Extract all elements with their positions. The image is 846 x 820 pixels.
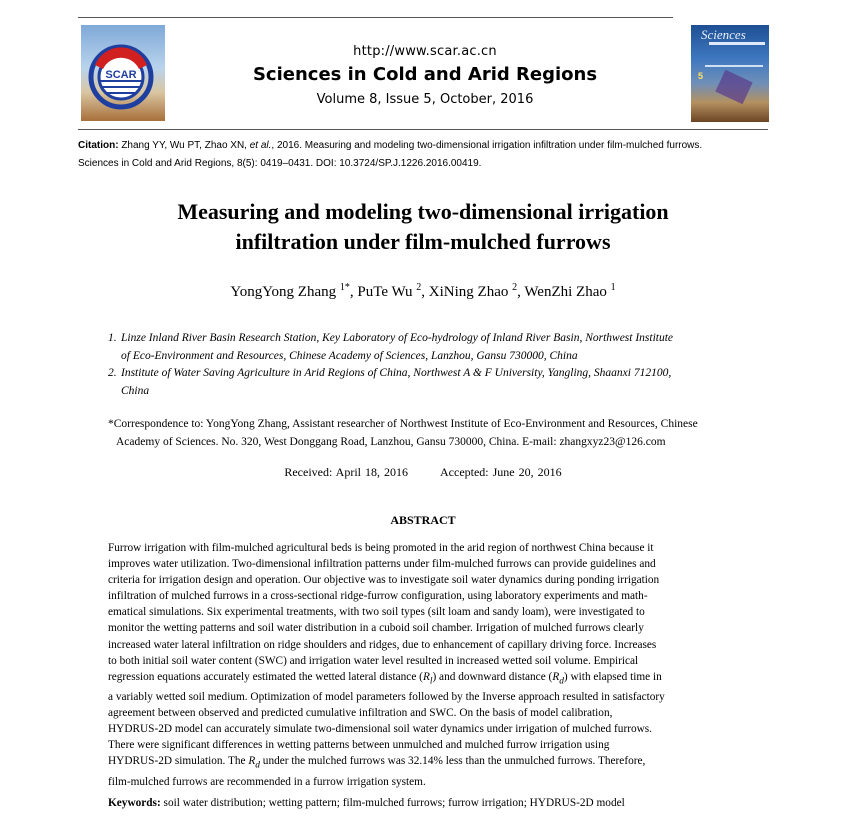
abstract-line: to both initial soil water content (SWC) and irrigation water level resulted in increased wetted soil volume. Empirical (108, 654, 639, 667)
author-affil-mark: 2 (512, 282, 518, 293)
keywords-text: soil water distribution; wetting pattern; film-mulched furrows; furrow irrigation; HYDRUS-2D model (160, 797, 625, 809)
symbol-r: R (422, 670, 430, 683)
symbol-subscript: d (255, 760, 260, 771)
cover-title: Sciences (701, 27, 746, 42)
logo-text: SCAR (105, 69, 137, 81)
abstract-text: regression equations accurately estimated the wetted lateral distance ( (108, 670, 423, 683)
author-separator: , (349, 284, 358, 300)
symbol-subscript: d (559, 676, 564, 686)
abstract-line: monitor the wetting patterns and soil water distribution in a cuboid soil chamber. Irrigation of mulched furrows clearly (108, 622, 644, 635)
affiliation-line: Linze Inland River Basin Research Station, Key Laboratory of Eco-hydrology of Inland River Basin, Northwest Institute (121, 332, 674, 344)
cover-issue-number: 5 (698, 71, 704, 81)
citation-line1-rest: , 2016. Measuring and modeling two-dimensional irrigation infiltration under film-mulched furrows. (271, 140, 703, 151)
abstract-line: film-mulched furrows are recommended in a furrow irrigation system. (108, 775, 426, 788)
affiliation-line: China (121, 384, 150, 397)
abstract-line: infiltration of mulched furrows in a cross-sectional ridge-furrow configuration, using laboratory experiments and math- (108, 590, 648, 603)
author-name: WenZhi Zhao (524, 284, 607, 300)
paper-title (110, 197, 736, 257)
abstract-text: HYDRUS-2D simulation. The (108, 755, 249, 768)
volume-info: Volume 8, Issue 5, October, 2016 (316, 92, 534, 107)
abstract-body (108, 540, 740, 790)
affiliation-2 (108, 365, 748, 400)
abstract-line: criteria for irrigation design and operation. Our objective was to investigate soil water dynamics during ponding irrigation (108, 574, 660, 587)
correspondence (108, 415, 748, 451)
author-separator: , (517, 284, 525, 300)
journal-name: Sciences in Cold and Arid Regions (252, 64, 598, 85)
journal-cover-image (691, 25, 769, 122)
affiliation-line: Institute of Water Saving Agriculture in Arid Regions of China, Northwest A & F University, Yangling, Shaanxi 712100, (121, 367, 672, 379)
abstract-line: a variably wetted soil medium. Optimization of model parameters followed by the Inverse approach resulted in satisfactory (108, 691, 665, 704)
cover-divider (705, 65, 763, 67)
title-line-1: Measuring and modeling two-dimensional irrigation (177, 199, 669, 224)
abstract-text: ) and downward distance ( (432, 670, 553, 683)
citation-line2: Sciences in Cold and Arid Regions, 8(5): 0419–0431. DOI: 10.3724/SP.J.1226.2016.00419. (78, 158, 482, 169)
correspondence-line-2: Academy of Sciences. No. 320, West Donggang Road, Lanzhou, Gansu 730000, China. E-mail: zhangxyz23@126.com (116, 436, 666, 448)
affiliation-number: 2. (108, 367, 117, 379)
citation (78, 137, 778, 173)
affiliation-line: of Eco-Environment and Resources, Chinese Academy of Sciences, Lanzhou, Gansu 730000, China (121, 349, 578, 362)
citation-authors: Zhang YY, Wu PT, Zhao XN, (121, 140, 247, 151)
abstract-heading: ABSTRACT (390, 513, 456, 527)
abstract-line (108, 669, 740, 689)
keywords-label: Keywords: (108, 797, 161, 809)
author-affil-mark: 1 (610, 282, 616, 293)
abstract-line: agreement between observed and predicted cumulative infiltration and SWC. On the basis of model calibration, (108, 707, 613, 720)
abstract-line: increased water lateral infiltration on ridge shoulders and ridges, due to enhancement of capillary driving force. Increases (108, 638, 657, 651)
cover-illustration (715, 70, 752, 104)
author-name: YongYong Zhang (230, 284, 337, 300)
keywords (108, 797, 740, 809)
header-bottom-rule (78, 129, 768, 130)
citation-etal: et al. (249, 140, 272, 151)
symbol-r: R (552, 670, 560, 683)
correspondence-line-1: *Correspondence to: YongYong Zhang, Assistant researcher of Northwest Institute of Eco-Environment and Resources, Chinese (108, 418, 698, 430)
author-name: PuTe Wu (357, 284, 413, 300)
accepted-date: Accepted: June 20, 2016 (440, 465, 562, 479)
received-date: Received: April 18, 2016 (284, 465, 408, 479)
cover-subtitle-bar (709, 42, 765, 45)
journal-url[interactable]: http://www.scar.ac.cn (353, 44, 497, 59)
symbol-subscript: l (429, 676, 433, 686)
abstract-text: under the mulched furrows was 32.14% less than the unmulched furrows. Therefore, (259, 755, 646, 768)
author-separator: , (421, 284, 429, 300)
citation-label: Citation: (78, 140, 119, 151)
symbol-r: R (248, 755, 256, 768)
abstract-line: There were significant differences in wetting patterns between unmulched and mulched furrow irrigation using (108, 739, 610, 752)
author-affil-mark: 2 (416, 282, 422, 293)
author-list (110, 282, 736, 301)
abstract-line (108, 753, 740, 773)
abstract-line: improves water utilization. Two-dimensional infiltration patterns under film-mulched furrows can provide guidelines and (108, 558, 656, 571)
author-affil-mark: 1* (339, 282, 350, 293)
article-dates (110, 465, 736, 480)
abstract-line: HYDRUS-2D model can accurately simulate two-dimensional soil water dynamics under irrigation of mulched furrows. (108, 723, 652, 736)
scar-logo (81, 25, 165, 121)
abstract-text: ) with elapsed time in (563, 670, 662, 683)
abstract-line: ematical simulations. Six experimental treatments, with two soil types (silt loam and sandy loam), were investigated to (108, 606, 645, 619)
author-name: XiNing Zhao (428, 284, 509, 300)
affiliation-1 (108, 330, 748, 365)
title-line-2: infiltration under film-mulched furrows (235, 229, 611, 254)
affiliation-number: 1. (108, 332, 117, 344)
abstract-line: Furrow irrigation with film-mulched agricultural beds is being promoted in the arid region of northwest China because it (108, 542, 654, 554)
header-top-rule (78, 17, 673, 18)
